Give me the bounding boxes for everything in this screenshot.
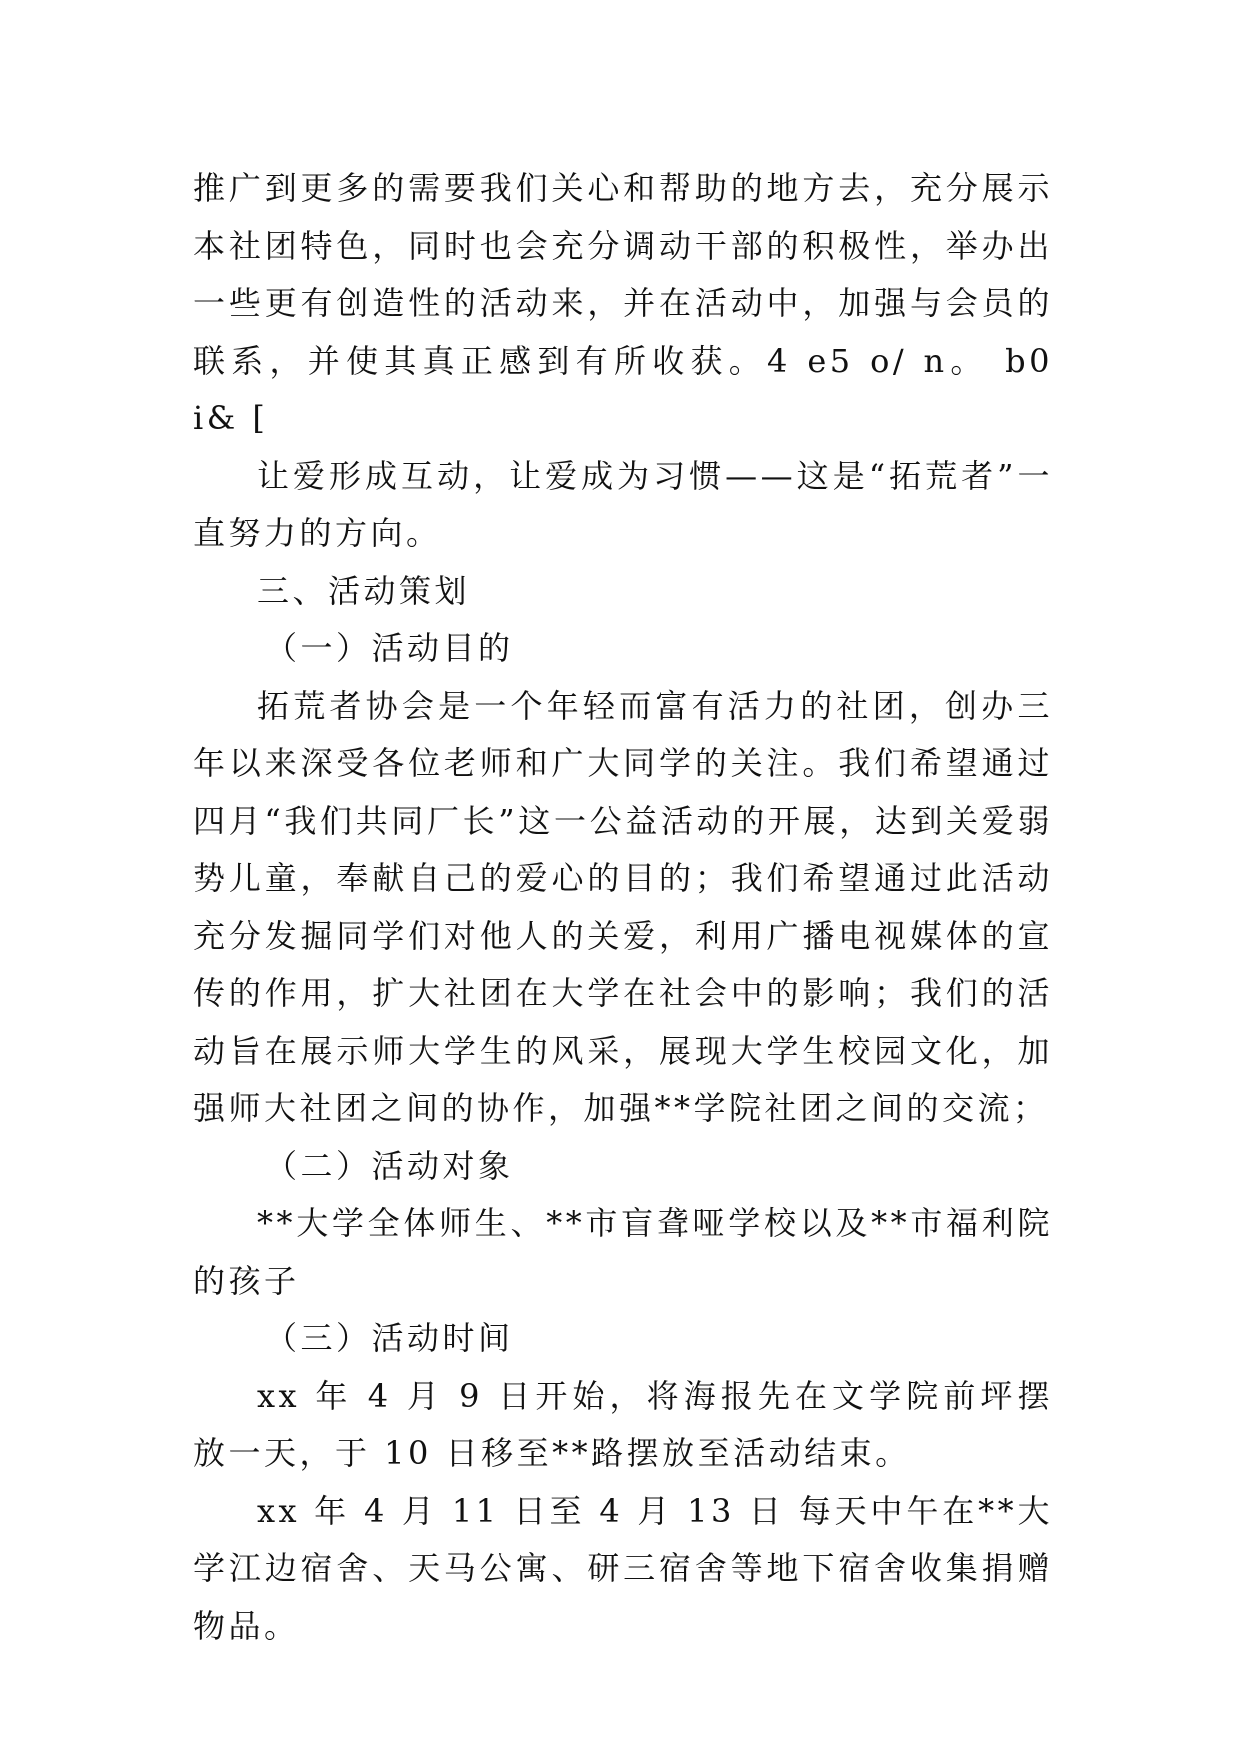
- paragraph-slogan: 让爱形成互动，让爱成为习惯——这是“拓荒者”一直努力的方向。: [193, 456, 1053, 552]
- subsection-heading-time: （三）活动时间: [265, 1319, 514, 1357]
- paragraph-purpose: 拓荒者协会是一个年轻而富有活力的社团，创办三年以来深受各位老师和广大同学的关注。我们希望通过四月“我们共同厂长”这一公益活动的开展，达到关爱弱势儿童，奉献自己的爱心的目的；我们希望通过此活动充分发掘同学们对他人的关爱，利用广播电视媒体的宣传的作用，扩大社团在大学在社会中的影响；我们的活动旨在展示师大学生的风采，展现大学生校园文化，加强师大社团之间的协作，加强**学院社团之间的交流；: [193, 686, 1053, 1127]
- subsection-heading-purpose: （一）活动目的: [265, 629, 514, 667]
- subsection-heading-audience: （二）活动对象: [265, 1146, 514, 1185]
- paragraph-time-poster: xx 年 4 月 9 日开始，将海报先在文学院前坪摆放一天，于 10 日移至**路摆放至活动结束。: [193, 1376, 1053, 1472]
- section-heading-activity-plan: 三、活动策划: [257, 571, 471, 610]
- paragraph-continuation: 推广到更多的需要我们关心和帮助的地方去，充分展示本社团特色，同时也会充分调动干部的积极性，举办出一些更有创造性的活动来，并在活动中，加强与会员的联系，并使其真正感到有所收获。4 e5 o/ n。 b0 i& [: [193, 169, 1053, 437]
- document-body: [193, 160, 1053, 1655]
- paragraph-audience: **大学全体师生、**市盲聋哑学校以及**市福利院的孩子: [193, 1204, 1053, 1300]
- paragraph-time-collection: xx 年 4 月 11 日至 4 月 13 日 每天中午在**大学江边宿舍、天马公寓、研三宿舍等地下宿舍收集捐赠物品。: [193, 1491, 1053, 1645]
